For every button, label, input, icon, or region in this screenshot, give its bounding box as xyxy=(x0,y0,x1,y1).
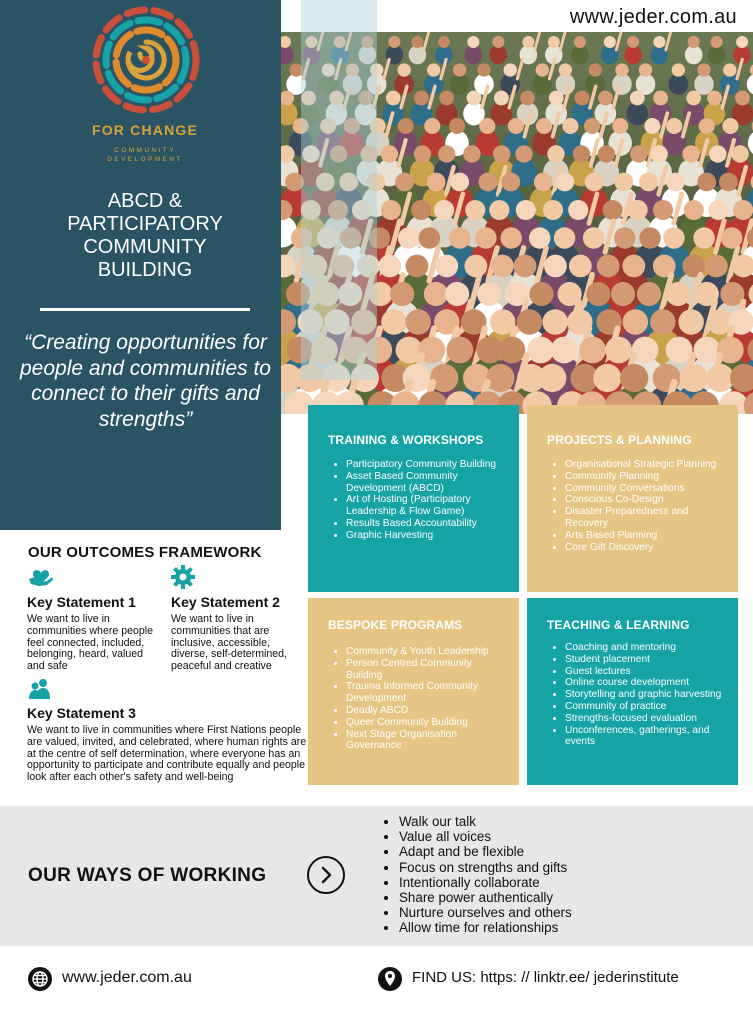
logo-subtitle-line1: COMMUNITY xyxy=(114,147,176,154)
crowd-figure-head xyxy=(623,309,649,335)
crowd-figure-head xyxy=(559,63,572,76)
list-item: • Focus on strengths and gifts xyxy=(399,860,572,875)
crowd-figure-head xyxy=(378,255,401,278)
panel-title-line3: COMMUNITY xyxy=(83,236,207,258)
crowd-figure-head xyxy=(604,36,616,48)
crowd-figure-head xyxy=(491,255,514,278)
crowd-figure-head xyxy=(445,282,469,306)
crowd-figure-head xyxy=(438,145,455,162)
crowd-figure-head xyxy=(536,118,552,134)
crowd-figure-head xyxy=(589,63,602,76)
crowd-figure-head xyxy=(639,63,652,76)
panel-divider xyxy=(40,308,250,311)
crowd-figure-head xyxy=(628,200,648,220)
crowd-figure-head xyxy=(721,227,742,248)
crowd-figure-head xyxy=(424,282,448,306)
crowd-figure-head xyxy=(500,227,521,248)
crowd-figure-head xyxy=(517,309,543,335)
crowd-figure-head xyxy=(414,91,429,106)
box-title: BESPOKE PROGRAMS xyxy=(328,618,463,632)
list-item: • Adapt and be flexible xyxy=(399,844,572,859)
footer-website-link[interactable]: www.jeder.com.au xyxy=(62,969,192,986)
crowd-figure-head xyxy=(508,118,524,134)
crowd-figure-head xyxy=(666,337,693,364)
crowd-figure-head xyxy=(544,255,567,278)
crowd-figure-head xyxy=(584,118,600,134)
list-item: • Conscious Co-Design xyxy=(565,494,724,506)
list-item: • Deadly ABCD xyxy=(346,705,505,717)
crowd-figure-head xyxy=(630,145,647,162)
panel-title-line2: PARTICIPATORY xyxy=(67,213,223,235)
crowd-figure-head xyxy=(672,63,685,76)
crowd-figure-head xyxy=(406,255,429,278)
crowd-figure-head xyxy=(397,63,410,76)
outcomes-title: OUR OUTCOMES FRAMEWORK xyxy=(28,544,262,561)
crowd-figure-head xyxy=(464,255,487,278)
panel-title-line1: ABCD & xyxy=(107,190,183,212)
crowd-figure-head xyxy=(686,91,701,106)
list-item: • Community Conversations xyxy=(565,483,724,495)
panel-quote: “Creating opportunities for people and communities to connect to their gifts and strengths” xyxy=(20,331,271,431)
crowd-figure-head xyxy=(551,337,578,364)
crowd-figure-head xyxy=(614,173,633,192)
list-item: • Unconferences, gatherings, and events xyxy=(565,725,724,749)
crowd-figure-head xyxy=(434,200,454,220)
crowd-figure-head xyxy=(666,282,690,306)
crowd-figure-head xyxy=(711,36,723,48)
crowd-figure-head xyxy=(465,200,485,220)
crowd-figure-head xyxy=(735,91,750,106)
list-item: • Student placement xyxy=(565,654,724,666)
crowd-figure-head xyxy=(498,337,525,364)
list-item: • Art of Hosting (Participatory Leadership & Flow Game) xyxy=(346,494,505,518)
crowd-figure-head xyxy=(453,63,466,76)
crowd-figure-head xyxy=(467,36,479,48)
crowd-figure-head xyxy=(573,145,590,162)
people-icon xyxy=(28,677,52,701)
crowd-figure-body xyxy=(624,45,642,64)
crowd-figure-head xyxy=(514,255,537,278)
crowd-figure-head xyxy=(424,118,440,134)
crowd-figure-head xyxy=(542,309,568,335)
crowd-figure-head xyxy=(684,200,704,220)
crowd-figure-head xyxy=(586,282,610,306)
crowd-figure-head xyxy=(620,364,648,392)
crowd-figure-head xyxy=(381,200,401,220)
hands-heart-icon xyxy=(28,565,52,589)
for-change-logo xyxy=(84,2,208,120)
crowd-figure-head xyxy=(427,173,446,192)
crowd-figure-head xyxy=(529,282,553,306)
crowd-figure-head xyxy=(575,91,590,106)
crowd-figure-head xyxy=(723,63,736,76)
crowd-figure-head xyxy=(398,118,414,134)
crowd-figure-head xyxy=(722,118,738,134)
crowd-figure-head xyxy=(663,227,684,248)
gear-icon xyxy=(171,565,195,589)
crowd-figure-body xyxy=(612,74,632,95)
crowd-figure-head xyxy=(515,145,532,162)
crowd-figure-head xyxy=(583,227,604,248)
crowd-figure-head xyxy=(477,63,490,76)
crowd-figure-head xyxy=(501,173,520,192)
crowd-figure-head xyxy=(653,364,681,392)
box-list xyxy=(328,459,505,542)
list-item: • Participatory Community Building xyxy=(346,459,505,471)
crowd-figure-head xyxy=(666,118,682,134)
list-item: • Queer Community Building xyxy=(346,717,505,729)
panel-title-line4: BUILDING xyxy=(97,259,193,281)
crowd-figure-head xyxy=(450,173,469,192)
box-training-workshops xyxy=(308,405,519,592)
list-item: • Organisational Strategic Planning xyxy=(565,459,724,471)
list-item: • Core Gift Discovery xyxy=(565,542,724,554)
crowd-figure-head xyxy=(381,309,407,335)
crowd-figure-head xyxy=(614,227,635,248)
ways-title: OUR WAYS OF WORKING xyxy=(28,865,267,886)
crowd-figure-head xyxy=(463,145,480,162)
crowd-figure-head xyxy=(438,36,450,48)
list-item: • Storytelling and graphic harvesting xyxy=(565,689,724,701)
crowd-figure-head xyxy=(439,91,454,106)
key-statement-2-heading: Key Statement 2 xyxy=(171,594,280,610)
crowd-figure-head xyxy=(611,282,635,306)
crowd-figure-head xyxy=(705,255,728,278)
crowd-figure-head xyxy=(622,255,645,278)
crowd-figure-head xyxy=(597,255,620,278)
crowd-figure-head xyxy=(449,227,470,248)
crowd-figure-head xyxy=(688,36,700,48)
key-statement-2-text: We want to live in communities that are inclusive, accessible, diverse, self-determined, peaceful and creative xyxy=(171,613,287,673)
list-item: • Strengths-focused evaluation xyxy=(565,713,724,725)
crowd-figure-head xyxy=(598,145,615,162)
list-item: • Allow time for relationships xyxy=(399,920,572,935)
crowd-figure-head xyxy=(603,200,623,220)
crowd-figure-head xyxy=(538,364,566,392)
box-teaching-learning xyxy=(527,598,738,785)
box-title: TRAINING & WORKSHOPS xyxy=(328,433,484,447)
crowd-figure-head xyxy=(653,91,668,106)
list-item: • Online course development xyxy=(565,677,724,689)
crowd-figure-head xyxy=(381,145,398,162)
location-pin-icon xyxy=(378,967,402,991)
crowd-figure-head xyxy=(388,36,400,48)
crowd-figure-head xyxy=(666,173,685,192)
crowd-figure-head xyxy=(479,118,495,134)
logo-name: FOR CHANGE xyxy=(91,122,199,138)
box-projects-planning xyxy=(527,405,738,592)
list-item: • Arts Based Planning xyxy=(565,530,724,542)
crowd-figure-head xyxy=(562,118,578,134)
crowd-figure-head xyxy=(627,36,639,48)
list-item: • Asset Based Community Development (ABCD) xyxy=(346,471,505,495)
crowd-figure-head xyxy=(475,227,496,248)
list-item: • Disaster Preparedness and Recovery xyxy=(565,506,724,530)
crowd-figure-head xyxy=(534,173,553,192)
crowd-figure-head xyxy=(549,91,564,106)
box-list xyxy=(547,459,724,553)
header-website-url[interactable]: www.jeder.com.au xyxy=(569,6,737,28)
crowd-figure-head xyxy=(650,145,667,162)
crowd-figure-body xyxy=(626,102,648,126)
crowd-figure-head xyxy=(492,36,504,48)
crowd-figure-head xyxy=(680,364,708,392)
crowd-figure-head xyxy=(411,200,431,220)
crowd-figure-head xyxy=(568,200,588,220)
crowd-figure-head xyxy=(543,200,563,220)
crowd-figure-head xyxy=(639,173,658,192)
crowd-figure-head xyxy=(579,337,606,364)
crowd-figure-head xyxy=(414,145,431,162)
crowd-figure-head xyxy=(709,145,726,162)
crowd-figure-head xyxy=(554,227,575,248)
crowd-figure-head xyxy=(527,337,554,364)
crowd-figure-head xyxy=(427,63,440,76)
globe-icon xyxy=(28,967,52,991)
list-item: • Results Based Accountability xyxy=(346,518,505,530)
crowd-figure-head xyxy=(574,36,586,48)
ways-list xyxy=(381,814,572,936)
crowd-figure-head xyxy=(653,200,673,220)
crowd-figure-head xyxy=(697,63,710,76)
crowd-figure-body xyxy=(490,45,508,64)
crowd-figure-head xyxy=(733,200,753,220)
chevron-right-icon[interactable] xyxy=(307,856,345,894)
crowd-figure-head xyxy=(699,118,715,134)
crowd-figure-head xyxy=(612,118,628,134)
list-item: • Person Centred Community Building xyxy=(346,658,505,682)
crowd-figure-head xyxy=(494,91,509,106)
list-item: • Nurture ourselves and others xyxy=(399,905,572,920)
crowd-figure-head xyxy=(390,282,414,306)
box-list xyxy=(328,646,505,752)
crowd-figure-head xyxy=(520,91,535,106)
crowd-figure-head xyxy=(598,91,613,106)
crowd-figure-body xyxy=(450,74,470,95)
crowd-figure-body xyxy=(708,45,726,64)
list-item: • Share power authentically xyxy=(399,890,572,905)
crowd-figure-head xyxy=(467,91,482,106)
crowd-figure-head xyxy=(486,364,514,392)
crowd-figure-body xyxy=(669,74,689,95)
list-item: • Community & Youth Leadership xyxy=(346,646,505,658)
crowd-figure-head xyxy=(630,91,645,106)
list-item: • Next Stage Organisation Governance xyxy=(346,729,505,753)
crowd-figure-body xyxy=(685,45,703,64)
crowd-figure-head xyxy=(386,91,401,106)
crowd-figure-head xyxy=(693,227,714,248)
list-item: • Coaching and mentoring xyxy=(565,642,724,654)
list-item: • Intentionally collaborate xyxy=(399,875,572,890)
crowd-figure-head xyxy=(731,145,748,162)
crowd-figure-head xyxy=(644,118,660,134)
photo-overlay-strip xyxy=(301,0,377,380)
box-title: TEACHING & LEARNING xyxy=(547,618,690,632)
crowd-figure-head xyxy=(489,200,509,220)
box-title: PROJECTS & PLANNING xyxy=(547,433,692,447)
panel-title xyxy=(20,190,270,282)
crowd-figure-head xyxy=(398,227,419,248)
crowd-figure-body xyxy=(465,45,483,64)
crowd-figure-head xyxy=(708,200,728,220)
crowd-figure-head xyxy=(682,145,699,162)
crowd-figure-head xyxy=(555,173,574,192)
crowd-figure-head xyxy=(593,364,621,392)
list-item: • Trauma Informed Community Development xyxy=(346,681,505,705)
crowd-figure-head xyxy=(547,145,564,162)
box-bespoke-programs xyxy=(308,598,519,785)
crowd-figure-head xyxy=(639,227,660,248)
crowd-figure-head xyxy=(719,173,738,192)
crowd-figure-head xyxy=(637,282,661,306)
crowd-figure-head xyxy=(504,63,517,76)
list-item: • Community Planning xyxy=(565,471,724,483)
crowd-figure-head xyxy=(678,309,704,335)
crowd-figure-head xyxy=(585,173,604,192)
list-item: • Guest lectures xyxy=(565,666,724,678)
key-statement-1-heading: Key Statement 1 xyxy=(27,594,136,610)
crowd-figure-head xyxy=(697,173,716,192)
crowd-figure-head xyxy=(446,337,473,364)
list-item: • Walk our talk xyxy=(399,814,572,829)
crowd-figure-head xyxy=(395,173,414,192)
crowd-figure-head xyxy=(435,255,458,278)
logo-subtitle xyxy=(40,146,250,164)
box-list xyxy=(547,642,724,748)
list-item: • Community of practice xyxy=(565,701,724,713)
crowd-figure-head xyxy=(493,145,510,162)
crowd-figure-head xyxy=(707,91,722,106)
key-statement-3-text: We want to live in communities where First Nations people are valued, invited, and celebrated, where human rights are at the centre of self determination, where everyone has an opportunity to participate and contribute equally and people look after each other's safety and well-being xyxy=(27,724,307,784)
crowd-figure-head xyxy=(477,282,501,306)
crowd-figure-head xyxy=(411,36,423,48)
crowd-figure-head xyxy=(736,36,748,48)
crowd-figure-head xyxy=(516,200,536,220)
key-statement-3-heading: Key Statement 3 xyxy=(27,705,136,721)
list-item: • Graphic Harvesting xyxy=(346,530,505,542)
crowd-figure-head xyxy=(615,63,628,76)
crowd-figure-head xyxy=(536,63,549,76)
crowd-figure-head xyxy=(548,36,560,48)
key-statement-1-text: We want to live in communities where people feel connected, included, belonging, heard, valued and safe xyxy=(27,613,154,673)
crowd-figure-head xyxy=(522,36,534,48)
crowd-figure-head xyxy=(650,309,676,335)
list-item: • Value all voices xyxy=(399,829,572,844)
crowd-figure-head xyxy=(653,36,665,48)
crowd-figure-head xyxy=(605,337,632,364)
crowd-figure-head xyxy=(569,255,592,278)
crowd-figure-body xyxy=(571,45,589,64)
footer-find-us-link[interactable]: FIND US: https: // linktr.ee/ jederinstitute xyxy=(412,969,679,986)
crowd-figure-head xyxy=(405,309,431,335)
crowd-figure-head xyxy=(479,173,498,192)
crowd-figure-head xyxy=(449,118,465,134)
logo-subtitle-line2: DEVELOPMENT xyxy=(107,156,183,163)
